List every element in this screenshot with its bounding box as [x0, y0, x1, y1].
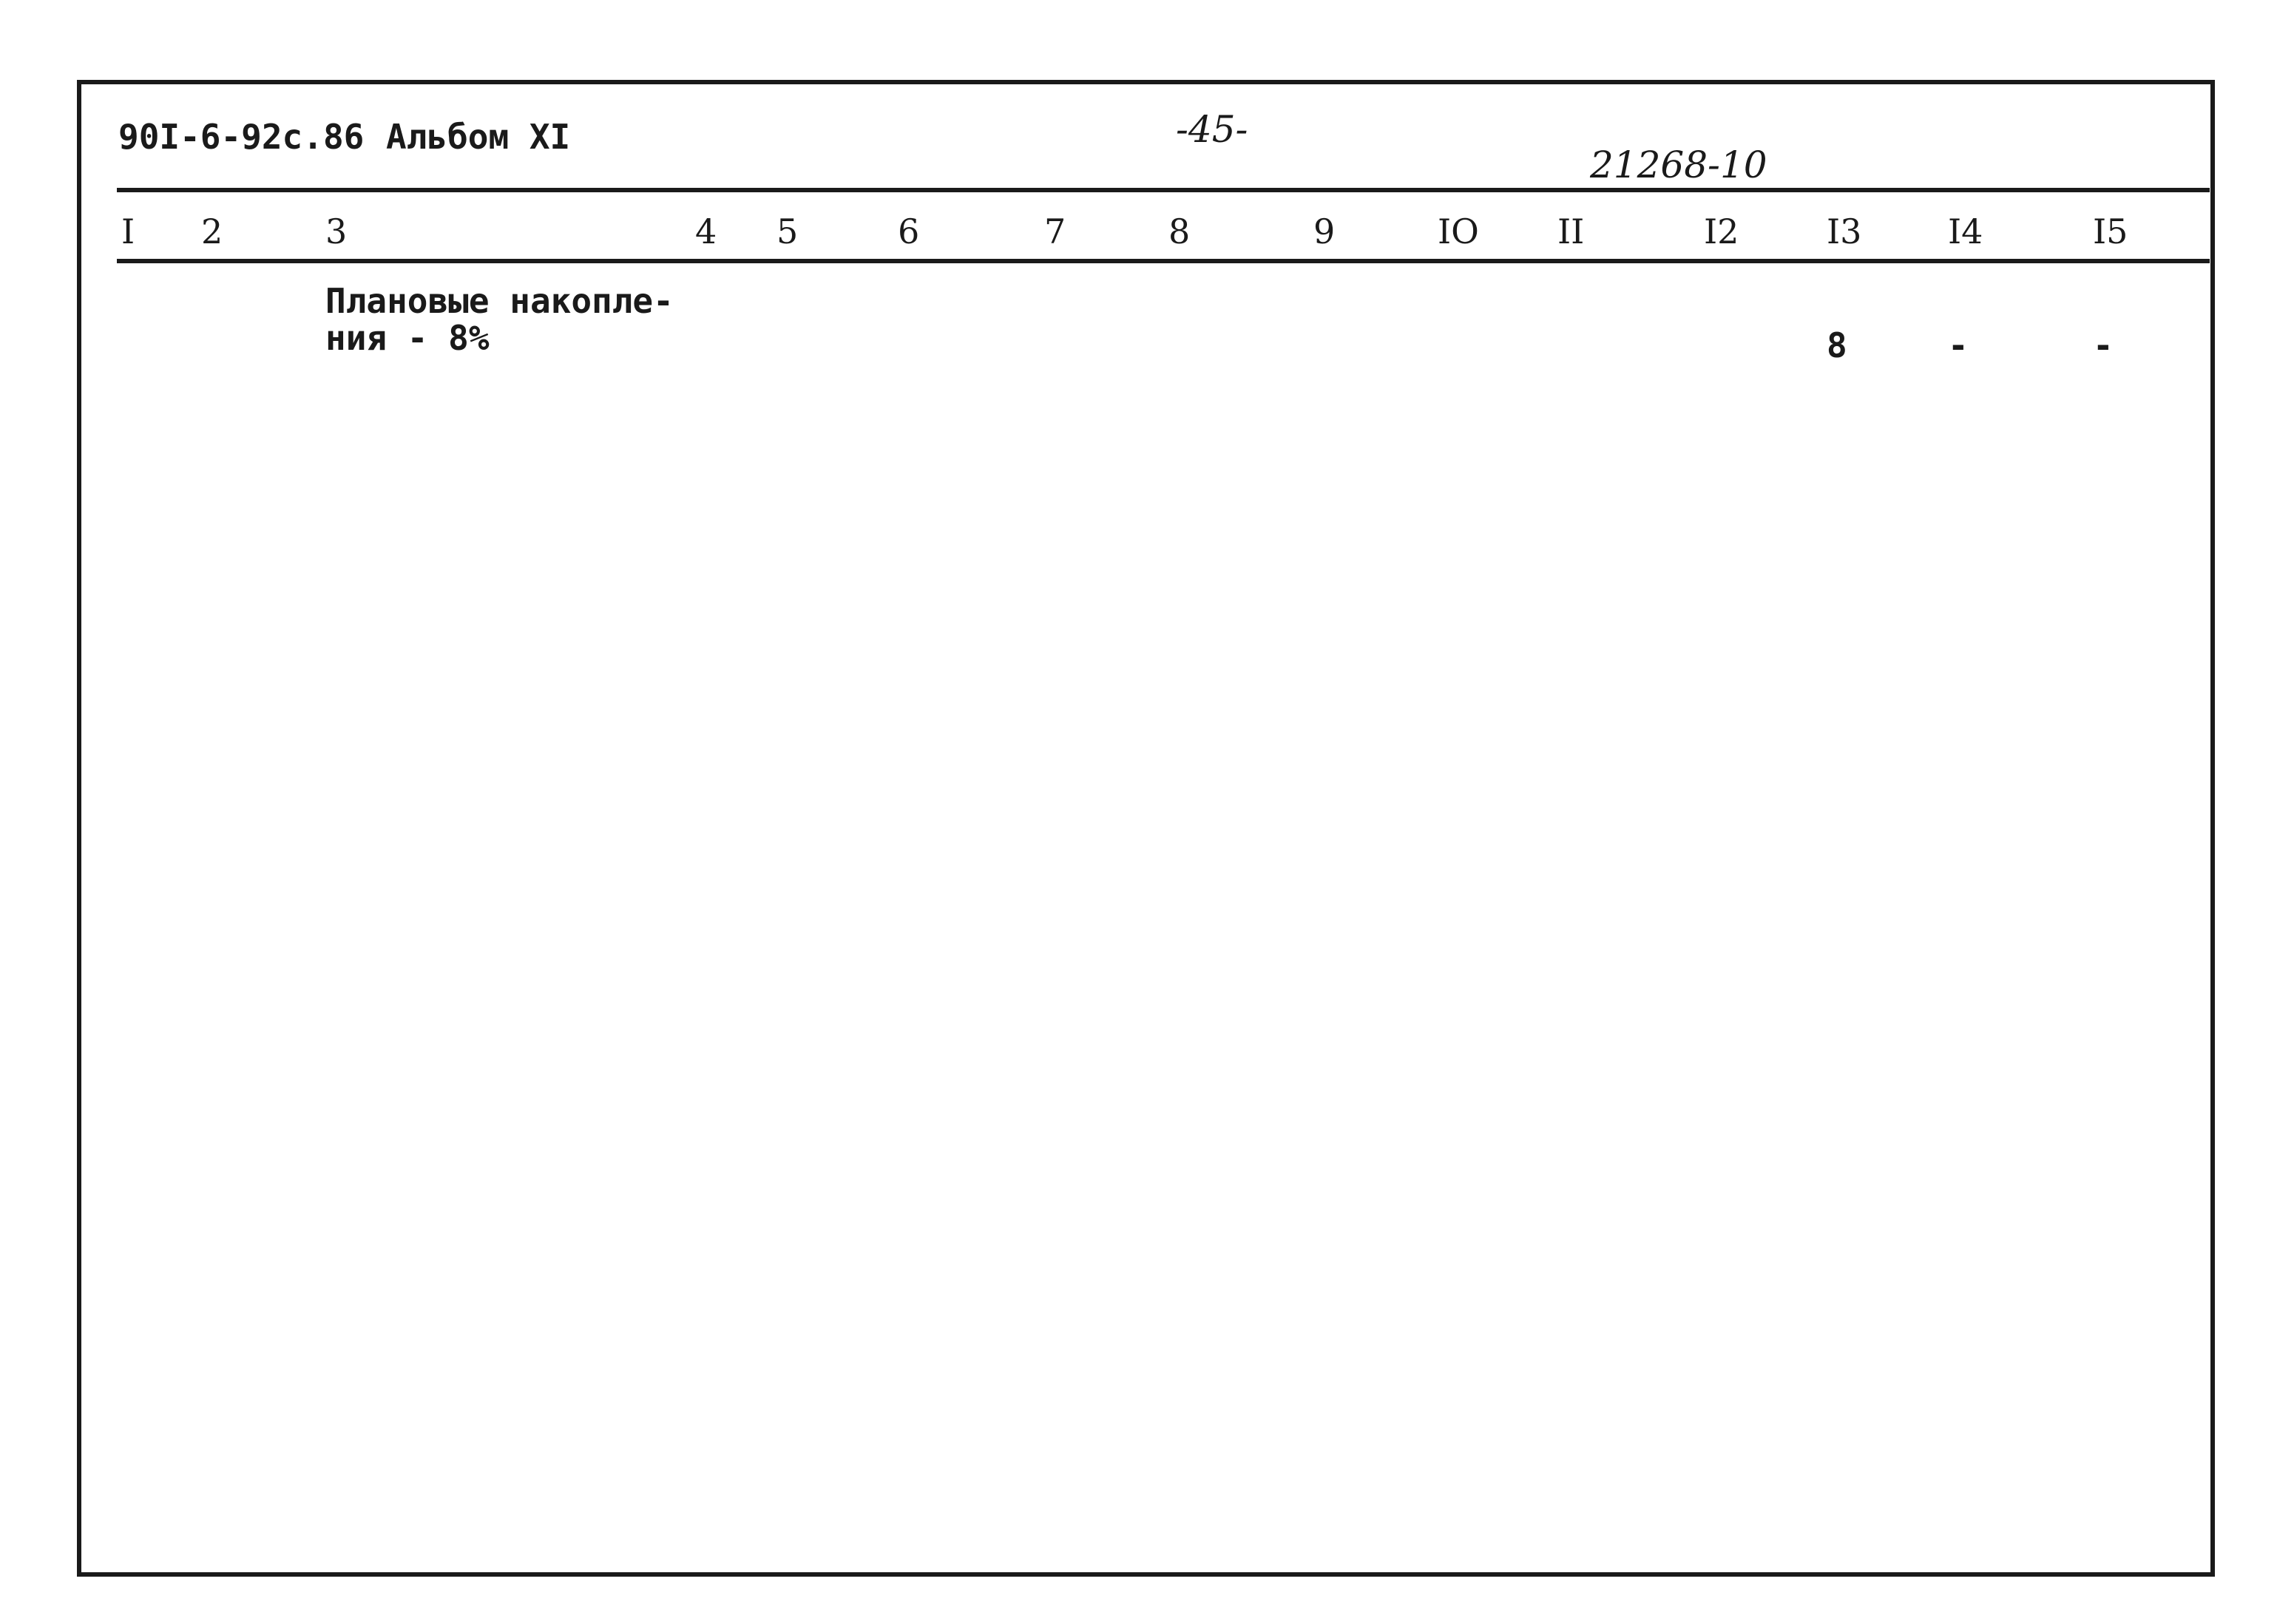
page-number: -45-: [1176, 108, 1248, 151]
cell-col14: -: [1948, 325, 1969, 365]
column-number: 7: [1044, 212, 1066, 251]
column-number: I5: [2093, 212, 2128, 251]
column-number: I: [121, 212, 135, 251]
row-label: ния - 8%: [325, 318, 490, 358]
column-number: 9: [1313, 212, 1336, 251]
cell-col15: -: [2093, 325, 2114, 365]
inventory-number: 21268-10: [1590, 143, 1767, 186]
column-number: I3: [1827, 212, 1862, 251]
column-number: 2: [201, 212, 223, 251]
column-number: IO: [1438, 212, 1479, 251]
column-number: II: [1557, 212, 1585, 251]
album-label: Альбом XI: [386, 117, 571, 157]
column-number: I4: [1948, 212, 1983, 251]
column-number: 8: [1168, 212, 1191, 251]
column-number: 6: [898, 212, 920, 251]
doc-code: 90I-6-92с.86: [118, 117, 365, 157]
column-number: 4: [695, 212, 717, 251]
column-number: I2: [1704, 212, 1739, 251]
column-number: 5: [777, 212, 799, 251]
header-top-rule: [117, 188, 2210, 192]
cell-col13: 8: [1827, 325, 1847, 365]
header-bottom-rule: [117, 259, 2210, 263]
row-label: Плановые накопле-: [325, 281, 674, 321]
column-number: 3: [325, 212, 348, 251]
